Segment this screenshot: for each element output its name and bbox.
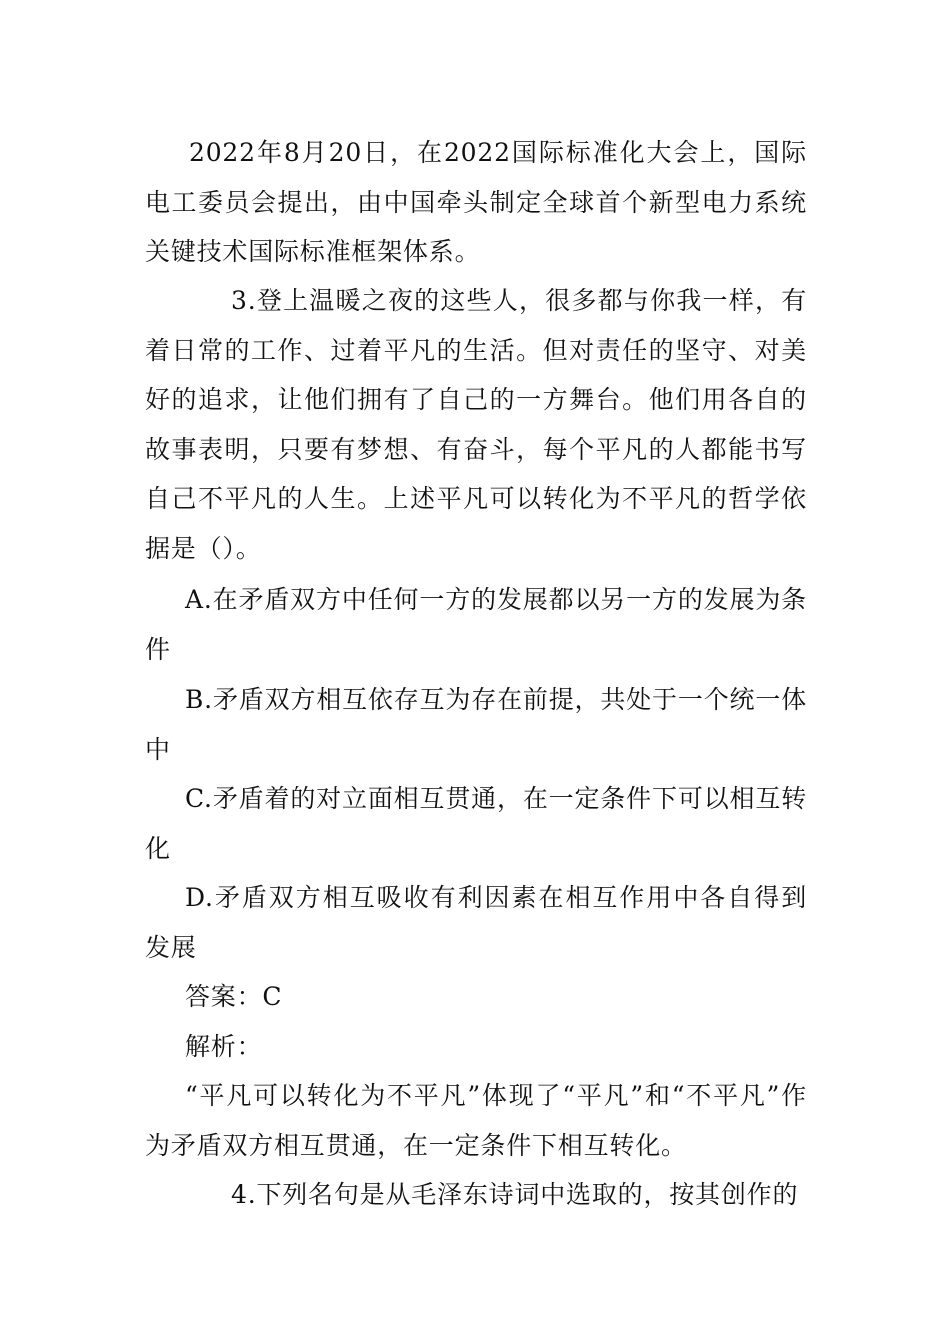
question-4-stem: 4.下列名句是从毛泽东诗词中选取的，按其创作的 <box>231 1180 799 1209</box>
intro-paragraph: 2022年8月20日，在2022国际标准化大会上，国际电工委员会提出，由中国牵头制定全球首个新型电力系统关键技术国际标准框架体系。 <box>145 138 807 266</box>
question-3-option-a: A.在矛盾双方中任何一方的发展都以另一方的发展为条件 <box>145 585 807 664</box>
question-3-answer: 答案：C <box>185 982 283 1011</box>
question-3-stem: 3.登上温暖之夜的这些人，很多都与你我一样，有着日常的工作、过着平凡的生活。但对责任的坚守、对美好的追求，让他们拥有了自己的一方舞台。他们用各自的故事表明，只要有梦想、有奋斗，每个平凡的人都能书写自己不平凡的人生。上述平凡可以转化为不平凡的哲学依据是（）。 <box>145 286 807 563</box>
question-3-option-d: D.矛盾双方相互吸收有利因素在相互作用中各自得到发展 <box>145 883 807 962</box>
question-3-option-c: C.矛盾着的对立面相互贯通，在一定条件下可以相互转化 <box>145 784 807 863</box>
question-3-option-b: B.矛盾双方相互依存互为存在前提，共处于一个统一体中 <box>145 685 807 764</box>
question-3-analysis-text: “平凡可以转化为不平凡”体现了“平凡”和“不平凡”作为矛盾双方相互贯通，在一定条件下相互转化。 <box>145 1081 807 1160</box>
question-3-analysis-label: 解析： <box>185 1032 263 1061</box>
